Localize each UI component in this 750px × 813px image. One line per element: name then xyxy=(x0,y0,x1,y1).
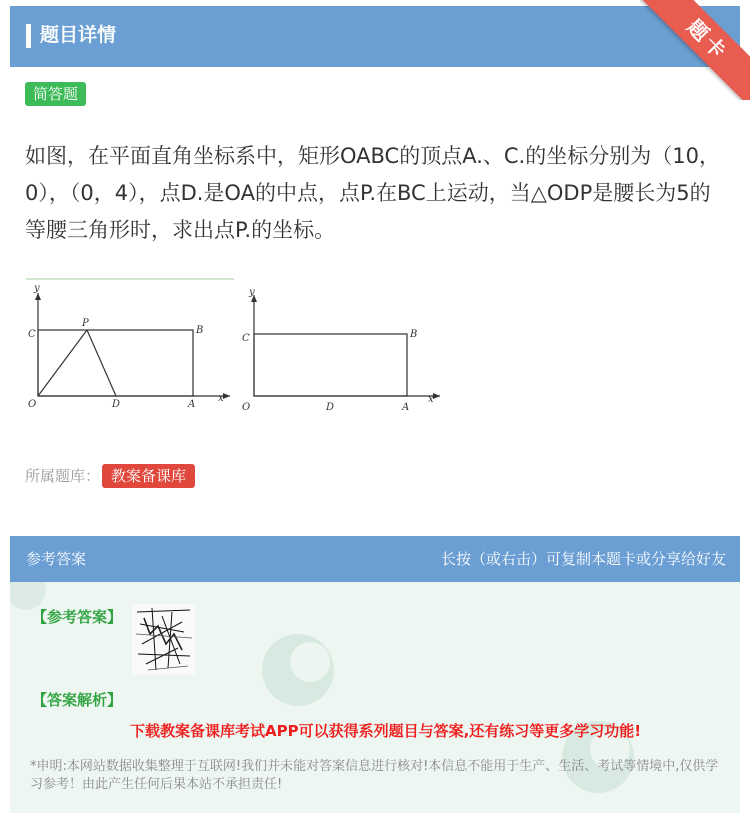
answer-scan-icon xyxy=(132,604,195,674)
header-title: 题目详情 xyxy=(40,24,117,46)
left-label-b: B xyxy=(196,325,204,336)
copy-share-hint: 长按（或右击）可复制本题卡或分享给好友 xyxy=(440,550,726,568)
detail-header xyxy=(10,6,740,67)
right-label-y: y xyxy=(249,287,255,298)
answer-image xyxy=(132,604,195,674)
answer-header xyxy=(10,536,740,582)
right-label-o: O xyxy=(242,402,251,413)
left-label-p: P xyxy=(82,318,89,329)
right-label-c: C xyxy=(242,333,250,344)
right-rectangle xyxy=(254,334,407,396)
question-card xyxy=(10,0,740,505)
ribbon-label: 题卡 xyxy=(640,0,750,100)
library-tag[interactable]: 教案备课库 xyxy=(102,464,195,488)
left-segment-op xyxy=(38,330,87,396)
reference-answer-label: 【参考答案】 xyxy=(32,608,123,626)
left-label-c: C xyxy=(28,329,36,340)
right-label-x: x xyxy=(428,394,434,405)
library-label: 所属题库： xyxy=(25,467,101,485)
disclaimer-text: *申明:本网站数据收集整理于互联网!我们并未能对答案信息进行核对!本信息不能用于生产、生活、考试等情境中,仅供学习参考！由此产生任何后果本站不承担责任! xyxy=(30,759,719,792)
question-type-badge: 简答题 xyxy=(25,82,86,106)
corner-ribbon xyxy=(640,0,750,100)
header-accent-bar xyxy=(26,24,31,48)
left-rectangle xyxy=(38,330,193,396)
answer-header-title: 参考答案 xyxy=(26,550,87,568)
library-info xyxy=(25,464,195,488)
left-label-y: y xyxy=(34,283,40,294)
left-label-o: O xyxy=(28,399,37,410)
right-label-a: A xyxy=(402,402,410,413)
left-label-a: A xyxy=(188,399,196,410)
question-text: 如图，在平面直角坐标系中，矩形OABC的顶点A.、C.的坐标分别为（10，0），（0，4），点D.是OA的中点，点P.在BC上运动，当△ODP是腰长为5的等腰三角形时，求出点P.的坐标。 xyxy=(25,144,720,242)
right-label-b: B xyxy=(410,329,418,340)
coordinate-diagrams xyxy=(22,275,452,425)
left-label-d: D xyxy=(112,399,121,410)
left-diagram xyxy=(35,293,230,399)
right-diagram-labels xyxy=(242,287,434,413)
right-diagram xyxy=(251,295,440,399)
right-label-d: D xyxy=(326,402,335,413)
left-segment-pd xyxy=(87,330,116,396)
download-app-promo[interactable]: 下载教案备课库考试APP可以获得系列题目与答案,还有练习等更多学习功能! xyxy=(130,722,642,740)
answer-body xyxy=(10,582,740,813)
left-label-x: x xyxy=(218,393,224,404)
left-diagram-labels xyxy=(28,283,224,410)
answer-analysis-label: 【答案解析】 xyxy=(32,691,123,709)
